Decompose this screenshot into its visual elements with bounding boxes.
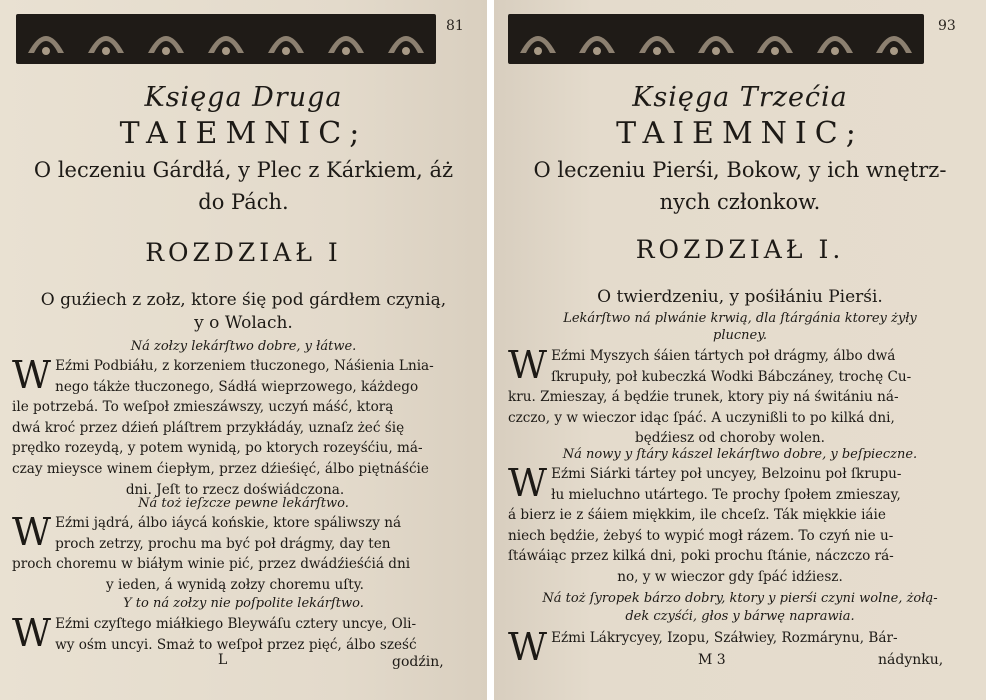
- text-line: Eźmi jądrá, álbo iáycá końskie, ktore spáliwszy ná: [55, 515, 402, 531]
- catchword: godźin,: [392, 654, 444, 670]
- rubric: dek czyśći, głos y bárwę naprawia.: [625, 609, 855, 624]
- text-line: Eźmi czyſtego miáłkiego Bleywáſu cztery uncye, Oli-: [55, 616, 417, 632]
- drop-cap: W: [508, 343, 548, 387]
- fan-ornament-icon: [144, 21, 188, 57]
- text-line: łu mieluchno utártego. Te prochy ſpołem zmieszay,: [551, 486, 901, 503]
- rubric: Y to ná zołzy nie poſpolite lekárſtwo.: [123, 596, 364, 611]
- drop-cap: W: [12, 510, 52, 554]
- paragraph: [508, 343, 952, 449]
- section-heading: O guźiech z zołz, ktore śię pod gárdłem czynią,: [40, 290, 447, 310]
- right-page: [494, 0, 986, 700]
- page-gutter: [487, 0, 494, 700]
- fan-ornament-icon: [24, 21, 68, 57]
- signature-mark: L: [218, 652, 228, 668]
- fan-ornament-icon: [575, 21, 619, 57]
- paragraph: [12, 510, 458, 595]
- chapter-heading: ROZDZIAŁ I: [145, 238, 342, 267]
- book-title: Księga Druga: [144, 82, 343, 113]
- text-line: ſtáwáiąc przez kilká dni, poki prochu ſtánie, náczczo rá-: [508, 548, 894, 565]
- drop-cap: W: [508, 625, 548, 669]
- text-line: á bierz ie z śáiem miękkim, ile chceſz. Ták miękkie iáie: [508, 507, 886, 524]
- paragraph: [12, 353, 458, 500]
- fan-ornament-icon: [204, 21, 248, 57]
- subtitle-line: do Pách.: [198, 190, 289, 214]
- text-line: Eźmi Lákrycyey, Izopu, Száłwiey, Rozmárynu, Bár-: [551, 630, 898, 646]
- text-line: ſkrupuły, poł kubeczká Wodki Bábczáney, trochę Cu-: [551, 368, 912, 385]
- rubric: Ná toż ſyropek bárzo dobry, ktory y pierśi czyni wolne, żołą-: [542, 591, 938, 606]
- text-line: Eźmi Podbiáłu, z korzeniem tłuczonego, Náśienia Lnia-: [55, 358, 434, 374]
- subtitle-line: nych członkow.: [659, 190, 821, 214]
- drop-cap: W: [12, 353, 52, 397]
- text-line: dni. Jeſt to rzecz doświádczona.: [125, 481, 345, 498]
- fan-ornament-icon: [753, 21, 797, 57]
- ornamental-headpiece: [508, 14, 924, 64]
- fan-ornament-icon: [264, 21, 308, 57]
- main-title: TAIEMNIC;: [616, 116, 864, 151]
- rubric: Ná nowy y ſtáry kászel lekárſtwo dobre, y beſpieczne.: [562, 447, 918, 462]
- text-line: no, y w wieczor gdy ſpáć idźiesz.: [617, 568, 843, 585]
- catchword: nádynku,: [878, 652, 944, 668]
- text-line: ile potrzebá. To weſpoł zmieszáwszy, uczyń máść, ktorą: [12, 399, 394, 416]
- left-page: [0, 0, 487, 700]
- paragraph: [508, 461, 952, 588]
- rubric: Ná zołzy lekárſtwo dobre, y łátwe.: [130, 339, 357, 354]
- main-title: TAIEMNIC;: [119, 116, 368, 151]
- text-line: prędko rozeydą, y potem wynidą, po ktorych rozeyśćiu, má-: [12, 440, 423, 457]
- text-line: y ieden, á wynidą zołzy choremu uſty.: [106, 576, 364, 593]
- rubric: Ná toż ieſzcze pewne lekárſtwo.: [138, 496, 349, 511]
- drop-cap: W: [12, 611, 52, 655]
- text-line: czczo, y w wieczor idąc ſpáć. A uczynißli to po kilká dni,: [508, 409, 895, 426]
- fan-ornament-icon: [384, 21, 428, 57]
- signature-mark: M 3: [698, 652, 726, 668]
- fan-ornament-icon: [84, 21, 128, 57]
- text-line: kru. Zmieszay, á będźie trunek, ktory piy ná świtániu ná-: [508, 389, 899, 406]
- fan-ornament-icon: [516, 21, 560, 57]
- drop-cap: W: [508, 461, 548, 505]
- text-line: niech będźie, żebyś to wypić mogł rázem. To czyń nie u-: [508, 527, 894, 544]
- section-heading: O twierdzeniu, y pośiłániu Pierśi.: [597, 287, 883, 307]
- section-heading: y o Wolach.: [194, 313, 293, 333]
- text-line: proch zetrzy, prochu ma być poł drágmy, day ten: [55, 535, 391, 552]
- subtitle-line: O leczeniu Pierśi, Bokow, y ich wnętrz-: [533, 158, 947, 182]
- book-title: Księga Trzećia: [632, 82, 848, 113]
- ornamental-headpiece: [16, 14, 436, 64]
- paragraph: [12, 611, 458, 655]
- text-line: Eźmi Myszych śáien tártych poł drágmy, álbo dwá: [551, 348, 896, 364]
- page-number: 81: [446, 18, 464, 34]
- chapter-heading: ROZDZIAŁ I.: [635, 235, 845, 264]
- text-line: będźiesz od choroby wolen.: [635, 430, 825, 447]
- fan-ornament-icon: [635, 21, 679, 57]
- fan-ornament-icon: [872, 21, 916, 57]
- fan-ornament-icon: [324, 21, 368, 57]
- text-line: proch choremu w biáłym winie pić, przez dwádźieśćiá dni: [12, 556, 411, 573]
- fan-ornament-icon: [694, 21, 738, 57]
- rubric: Lekárſtwo ná plwánie krwią, dla ſtárgánia ktorey żyły: [563, 311, 917, 326]
- rubric: plucney.: [713, 328, 767, 343]
- subtitle-line: O leczeniu Gárdłá, y Plec z Kárkiem, áż: [33, 158, 454, 182]
- fan-ornament-icon: [813, 21, 857, 57]
- text-line: czay mieysce winem ćiepłym, przez dźieśięć, álbo piętnáśćie: [12, 460, 429, 477]
- page-number: 93: [938, 18, 956, 34]
- text-line: dwá kroć przez dźień pláſtrem przykłádáy, uznaſz żeć śię: [12, 419, 405, 436]
- text-line: wy ośm uncyi. Smaż to weſpoł przez pięć, álbo sześć: [55, 636, 417, 653]
- text-line: nego tákże tłuczonego, Sádłá wieprzowego, káżdego: [55, 378, 419, 395]
- text-line: Eźmi Siárki tártey poł uncyey, Belzoinu poł ſkrupu-: [551, 466, 902, 482]
